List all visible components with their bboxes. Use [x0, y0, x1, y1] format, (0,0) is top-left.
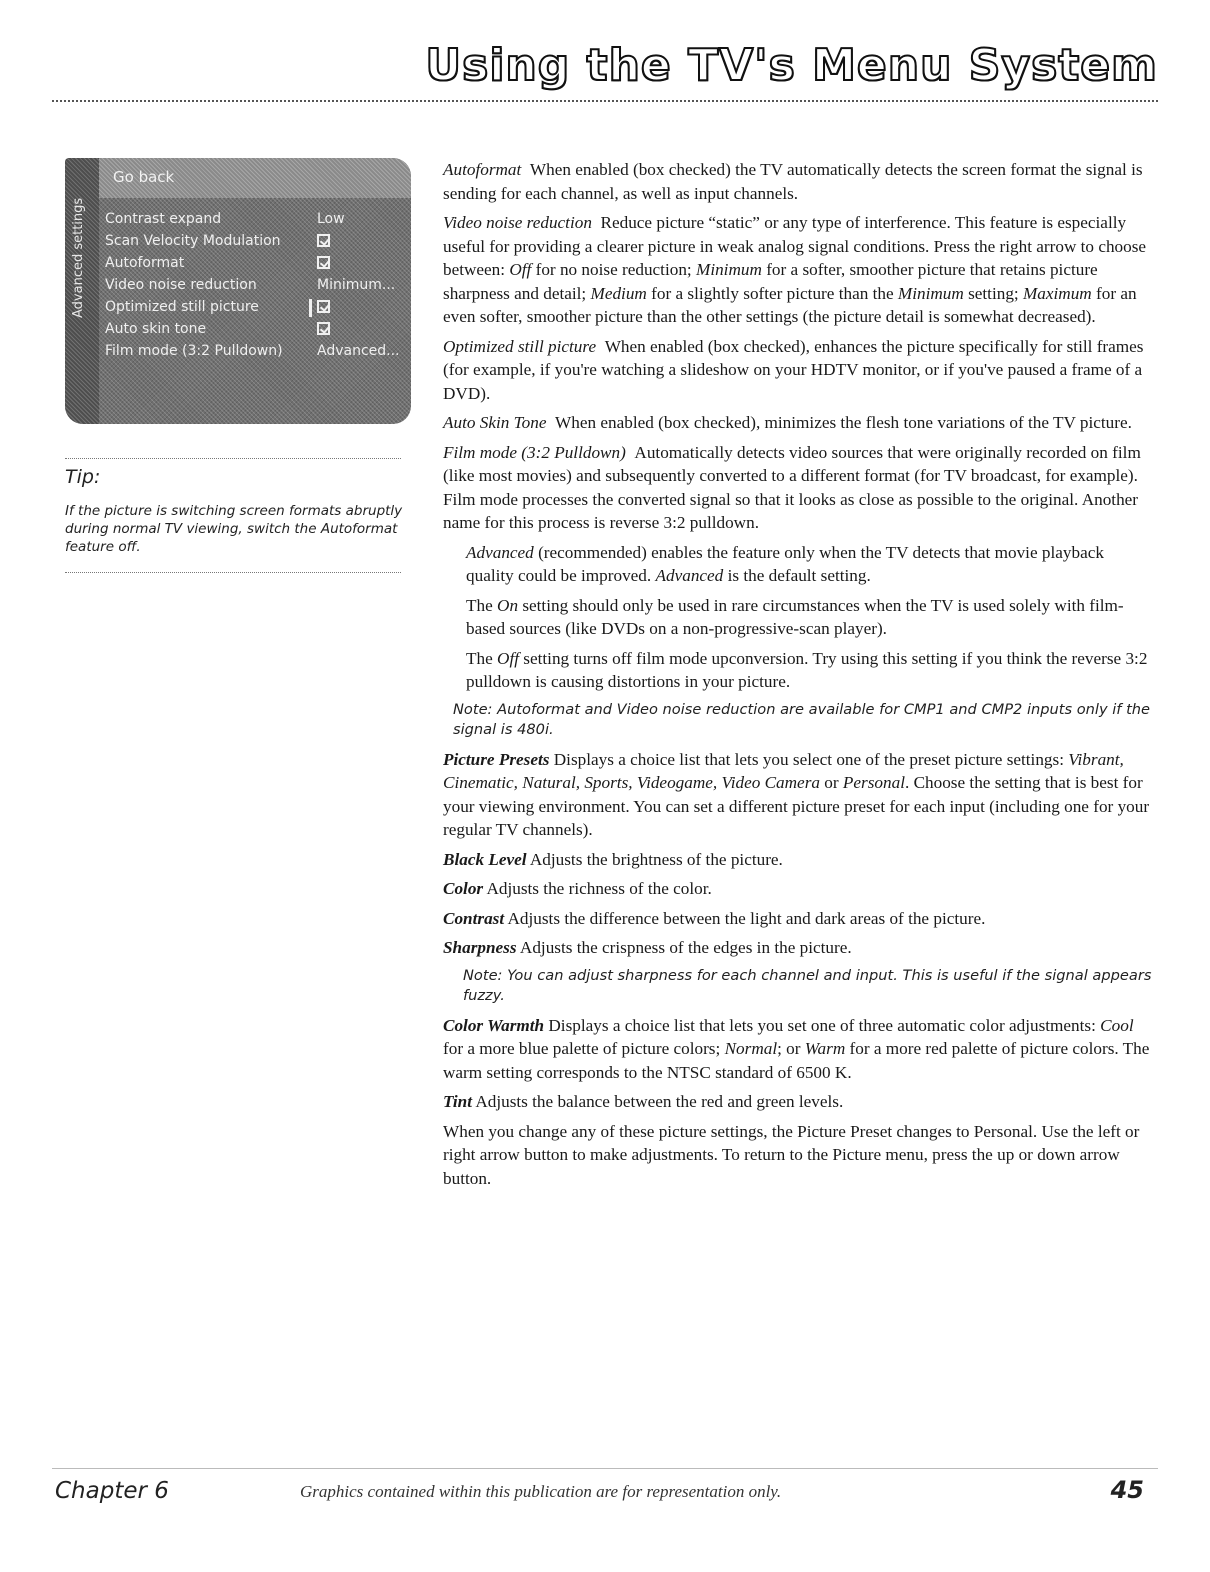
- text-span: Adjusts the richness of the color.: [483, 879, 712, 898]
- term-off: Off: [497, 648, 519, 668]
- term-auto-skin-tone: Auto Skin Tone: [443, 413, 547, 432]
- term-video-noise-reduction: Video noise reduction: [443, 213, 592, 232]
- menu-row-value: Advanced...: [317, 343, 400, 359]
- advanced-settings-menu-image: [65, 158, 411, 424]
- menu-row-autoformat: [105, 254, 403, 274]
- note-autoformat-availability: Note: Autoformat and Video noise reduction are available for CMP1 and CMP2 inputs only if the signal is 480i.: [453, 700, 1151, 738]
- text-span: Adjusts the balance between the red and green levels.: [471, 1092, 844, 1111]
- para-sharpness: [443, 936, 1155, 960]
- text-span: The: [466, 648, 498, 668]
- text-span: Adjusts the crispness of the edges in the picture.: [516, 938, 852, 957]
- menu-sidebar: [65, 158, 99, 424]
- footer-disclaimer: Graphics contained within this publication are for representation only.: [300, 1482, 782, 1501]
- para-color-warmth: [443, 1014, 1155, 1085]
- para-advanced: [466, 541, 1155, 588]
- text-span: is the default setting.: [723, 566, 871, 585]
- para-auto-skin-tone: [443, 411, 1155, 435]
- menu-go-back: [99, 158, 411, 198]
- text-span: for a slightly softer picture than the: [646, 283, 898, 303]
- term-warm: Warm: [804, 1039, 846, 1058]
- text-span: ; or: [777, 1039, 805, 1058]
- menu-row-label: Auto skin tone: [105, 321, 207, 337]
- presets-list: Vibrant, Cinematic, Natural, Sports, Videogame, Video Camera: [443, 749, 1124, 792]
- menu-row-label: Contrast expand: [105, 211, 222, 227]
- text-span: Adjusts the difference between the light and dark areas of the picture.: [504, 908, 986, 928]
- text-span: setting should only be used in rare circumstances when the TV is used solely with film-based sources (like DVDs on a non-progressive-scan player).: [466, 595, 1124, 638]
- text-span: for an even softer, smoother picture than the other settings (the picture detail is somewhat decreased).: [443, 283, 1137, 326]
- para-optimized-still-picture: [443, 335, 1155, 406]
- text-span: Displays a choice list that lets you select one of the preset picture settings:: [549, 749, 1069, 769]
- term-color-warmth: Color Warmth: [443, 1015, 545, 1035]
- menu-go-back-label: Go back: [113, 168, 175, 186]
- para-autoformat: [443, 158, 1155, 205]
- tip-bottom-divider: [65, 572, 401, 573]
- menu-row-contrast-expand: [105, 210, 403, 230]
- text-span: The: [466, 595, 498, 615]
- header-divider: [52, 100, 1158, 102]
- term-tint: Tint: [443, 1092, 472, 1111]
- checked-checkbox-icon: [317, 300, 330, 313]
- term-film-mode: Film mode (3:2 Pulldown): [443, 442, 626, 462]
- text-span: Automatically detects video sources that were originally recorded on film (like most movies) and subsequently converted to a different format (for TV broadcast, for example). Film mode processes the converted signal so that it looks as close as possible to the original. Another name for this process is reverse 3:2 pulldown.: [443, 442, 1141, 532]
- para-closing: When you change any of these picture settings, the Picture Preset changes to Personal. Use the left or right arrow button to make adjustments. To return to the Picture menu, press the up or down arrow button.: [443, 1121, 1140, 1188]
- text-span: When enabled (box checked), enhances the picture specifically for still frames (for example, if you're watching a slideshow on your HDTV monitor, or if you've paused a frame of a DVD).: [443, 336, 1144, 403]
- term-black-level: Black Level: [443, 849, 527, 869]
- menu-row-scan-velocity-modulation: [105, 232, 403, 252]
- footer-divider: [52, 1468, 1158, 1469]
- text-span: setting turns off film mode upconversion. Try using this setting if you think the reverse 3:2 pulldown is causing distortions in your picture.: [466, 648, 1148, 691]
- text-span: for a more red palette of picture colors. The warm setting corresponds to the NTSC standard of 6500 K.: [443, 1039, 1150, 1082]
- term-off: Off: [509, 260, 532, 279]
- term-picture-presets: Picture Presets: [443, 749, 550, 769]
- term-advanced: Advanced: [466, 542, 534, 562]
- para-off-setting: [466, 647, 1155, 694]
- text-span: When enabled (box checked), minimizes the flesh tone variations of the TV picture.: [555, 413, 1132, 432]
- menu-row-label: Film mode (3:2 Pulldown): [105, 343, 283, 359]
- term-sharpness: Sharpness: [443, 938, 517, 957]
- text-autoformat: When enabled (box checked) the TV automatically detects the screen format the signal is sending for each channel, as well as input channels.: [443, 160, 1143, 203]
- para-color: [443, 877, 1155, 901]
- menu-row-value: Minimum...: [317, 277, 396, 293]
- term-minimum: Minimum: [696, 260, 762, 279]
- term-cool: Cool: [1100, 1015, 1134, 1035]
- checked-checkbox-icon: [317, 234, 330, 247]
- para-tint: [443, 1090, 1155, 1114]
- text-span: . Choose the setting that is best for your viewing environment. You can set a different picture preset for each input (including one for your regular TV channels).: [443, 773, 1150, 839]
- para-video-noise-reduction: [443, 211, 1155, 329]
- term-optimized-still-picture: Optimized still picture: [443, 336, 597, 356]
- tip-top-divider: [65, 458, 401, 459]
- checked-checkbox-icon: [317, 322, 330, 335]
- note-sharpness: Note: You can adjust sharpness for each channel and input. This is useful if the signal appears fuzzy.: [463, 966, 1152, 1004]
- para-on-setting: [466, 594, 1155, 641]
- text-span: (recommended) enables the feature only when the TV detects that movie playback quality could be improved.: [466, 542, 1104, 585]
- menu-row-label: Video noise reduction: [105, 277, 257, 293]
- menu-sidebar-label: Advanced settings: [71, 197, 86, 318]
- text-span: for no noise reduction;: [531, 260, 696, 279]
- text-span: Adjusts the brightness of the picture.: [526, 849, 783, 869]
- term-normal: Normal: [724, 1039, 778, 1058]
- para-contrast: [443, 907, 1155, 931]
- term-medium: Medium: [590, 283, 647, 303]
- para-film-mode: [443, 441, 1155, 535]
- text-span: Displays a choice list that lets you set one of three automatic color adjustments:: [544, 1015, 1101, 1035]
- term-autoformat: Autoformat: [443, 160, 522, 179]
- para-picture-presets: [443, 748, 1155, 842]
- menu-row-label: Scan Velocity Modulation: [105, 233, 281, 249]
- page-number: 45: [1110, 1476, 1144, 1504]
- tip-title: Tip:: [65, 466, 101, 488]
- text-span: Reduce picture “static” or any type of interference. This feature is especially useful for providing a clearer picture in weak analog signal conditions. Press the right arrow to choose between:: [443, 213, 1147, 279]
- term-contrast: Contrast: [443, 908, 505, 928]
- page-header-title: Using the TV's Menu System: [425, 40, 1158, 91]
- text-span: for a softer, smoother picture that retains picture sharpness and detail;: [443, 260, 1098, 303]
- menu-row-label: Optimized still picture: [105, 299, 259, 315]
- text-span: or: [819, 773, 843, 792]
- term-maximum: Maximum: [1022, 283, 1092, 303]
- menu-row-video-noise-reduction: [105, 276, 403, 296]
- footer-chapter: Chapter 6: [55, 1478, 169, 1504]
- menu-row-film-mode: [105, 342, 403, 362]
- term-advanced: Advanced: [655, 566, 724, 585]
- main-column: [443, 158, 1155, 1196]
- para-black-level: [443, 848, 1155, 872]
- term-color: Color: [443, 879, 484, 898]
- term-minimum: Minimum: [897, 283, 964, 303]
- menu-row-optimized-still-picture: [105, 298, 403, 318]
- text-span: setting;: [963, 283, 1023, 303]
- text-span: for a more blue palette of picture colors;: [443, 1039, 725, 1058]
- checked-checkbox-icon: [317, 256, 330, 269]
- tip-text: If the picture is switching screen formats abruptly during normal TV viewing, switch the Autoformat feature off.: [65, 503, 403, 555]
- term-personal: Personal: [842, 773, 905, 792]
- cursor-bar-icon: [309, 299, 312, 317]
- menu-row-auto-skin-tone: [105, 320, 403, 340]
- term-on: On: [497, 595, 519, 615]
- menu-row-label: Autoformat: [105, 255, 185, 271]
- menu-row-value: Low: [317, 211, 345, 227]
